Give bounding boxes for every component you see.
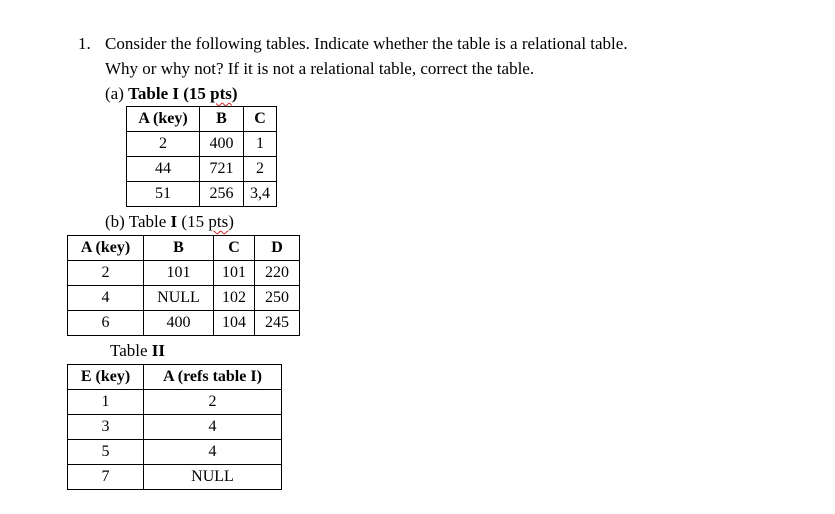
table-ii-header: A (refs table I) [144,365,282,390]
table-a-cell: 2 [244,157,277,182]
table-a-cell: 1 [244,132,277,157]
table-b-cell: 250 [255,286,300,311]
part-b-title-points [181,212,233,231]
table-b-row [68,261,300,286]
table-b-header-row [68,236,300,261]
table-ii-cell: 2 [144,390,282,415]
table-b-cell: 2 [68,261,144,286]
table-ii-cell: 5 [68,440,144,465]
table-a-header: A (key) [127,107,200,132]
table-a-row [127,132,277,157]
table-ii-header: E (key) [68,365,144,390]
table-b-cell: NULL [144,286,214,311]
table-a-cell: 256 [200,182,244,207]
table-ii-cell: 7 [68,465,144,490]
table-ii-heading [110,341,165,361]
question-line-1: Consider the following tables. Indicate whether the table is a relational table. [105,34,628,53]
table-b-cell: 400 [144,311,214,336]
table-ii-title-numeral: II [151,341,165,360]
table-a-header-row [127,107,277,132]
table-b [67,235,300,336]
part-b-title-numeral: I [170,212,178,231]
table-a-row [127,157,277,182]
part-b-label: (b) [105,212,125,231]
part-a-title-points: pts [210,84,232,103]
table-ii-row [68,440,282,465]
question-number: 1. [78,34,91,53]
table-b-cell: 102 [214,286,255,311]
table-b-cell: 6 [68,311,144,336]
table-ii [67,364,282,490]
table-ii-row [68,390,282,415]
table-a-header: B [200,107,244,132]
table-b-header: A (key) [68,236,144,261]
table-ii-cell: 3 [68,415,144,440]
table-a-cell: 2 [127,132,200,157]
table-ii-title-word: Table [110,341,148,360]
table-b-cell: 101 [214,261,255,286]
table-b-header: C [214,236,255,261]
table-a [126,106,277,207]
table-ii-cell: NULL [144,465,282,490]
table-a-header: C [244,107,277,132]
table-b-cell: 220 [255,261,300,286]
table-ii-header-row [68,365,282,390]
part-b-points-close: ) [228,212,234,231]
table-a-cell: 400 [200,132,244,157]
table-a-cell: 3,4 [244,182,277,207]
table-ii-row [68,465,282,490]
table-b-cell: 245 [255,311,300,336]
table-a-cell: 51 [127,182,200,207]
table-ii-cell: 4 [144,440,282,465]
table-a-row [127,182,277,207]
part-a-title-text: Table I (15 [128,84,211,103]
part-b-title-word: Table [128,212,167,231]
part-a-title [128,84,237,103]
table-ii-cell: 4 [144,415,282,440]
part-b-points-text: (15 [181,212,209,231]
part-b-heading [105,212,234,232]
table-ii-cell: 1 [68,390,144,415]
table-b-row [68,286,300,311]
table-b-cell: 101 [144,261,214,286]
table-a-cell: 44 [127,157,200,182]
table-b-cell: 4 [68,286,144,311]
table-ii-row [68,415,282,440]
part-a-heading [105,84,238,104]
part-b-points-word: pts [208,212,229,231]
question-line-2: Why or why not? If it is not a relational table, correct the table. [105,59,535,78]
table-b-cell: 104 [214,311,255,336]
part-a-label: (a) [105,84,124,103]
table-b-header: B [144,236,214,261]
table-a-cell: 721 [200,157,244,182]
table-b-row [68,311,300,336]
table-b-header: D [255,236,300,261]
part-a-title-close: ) [231,84,238,103]
